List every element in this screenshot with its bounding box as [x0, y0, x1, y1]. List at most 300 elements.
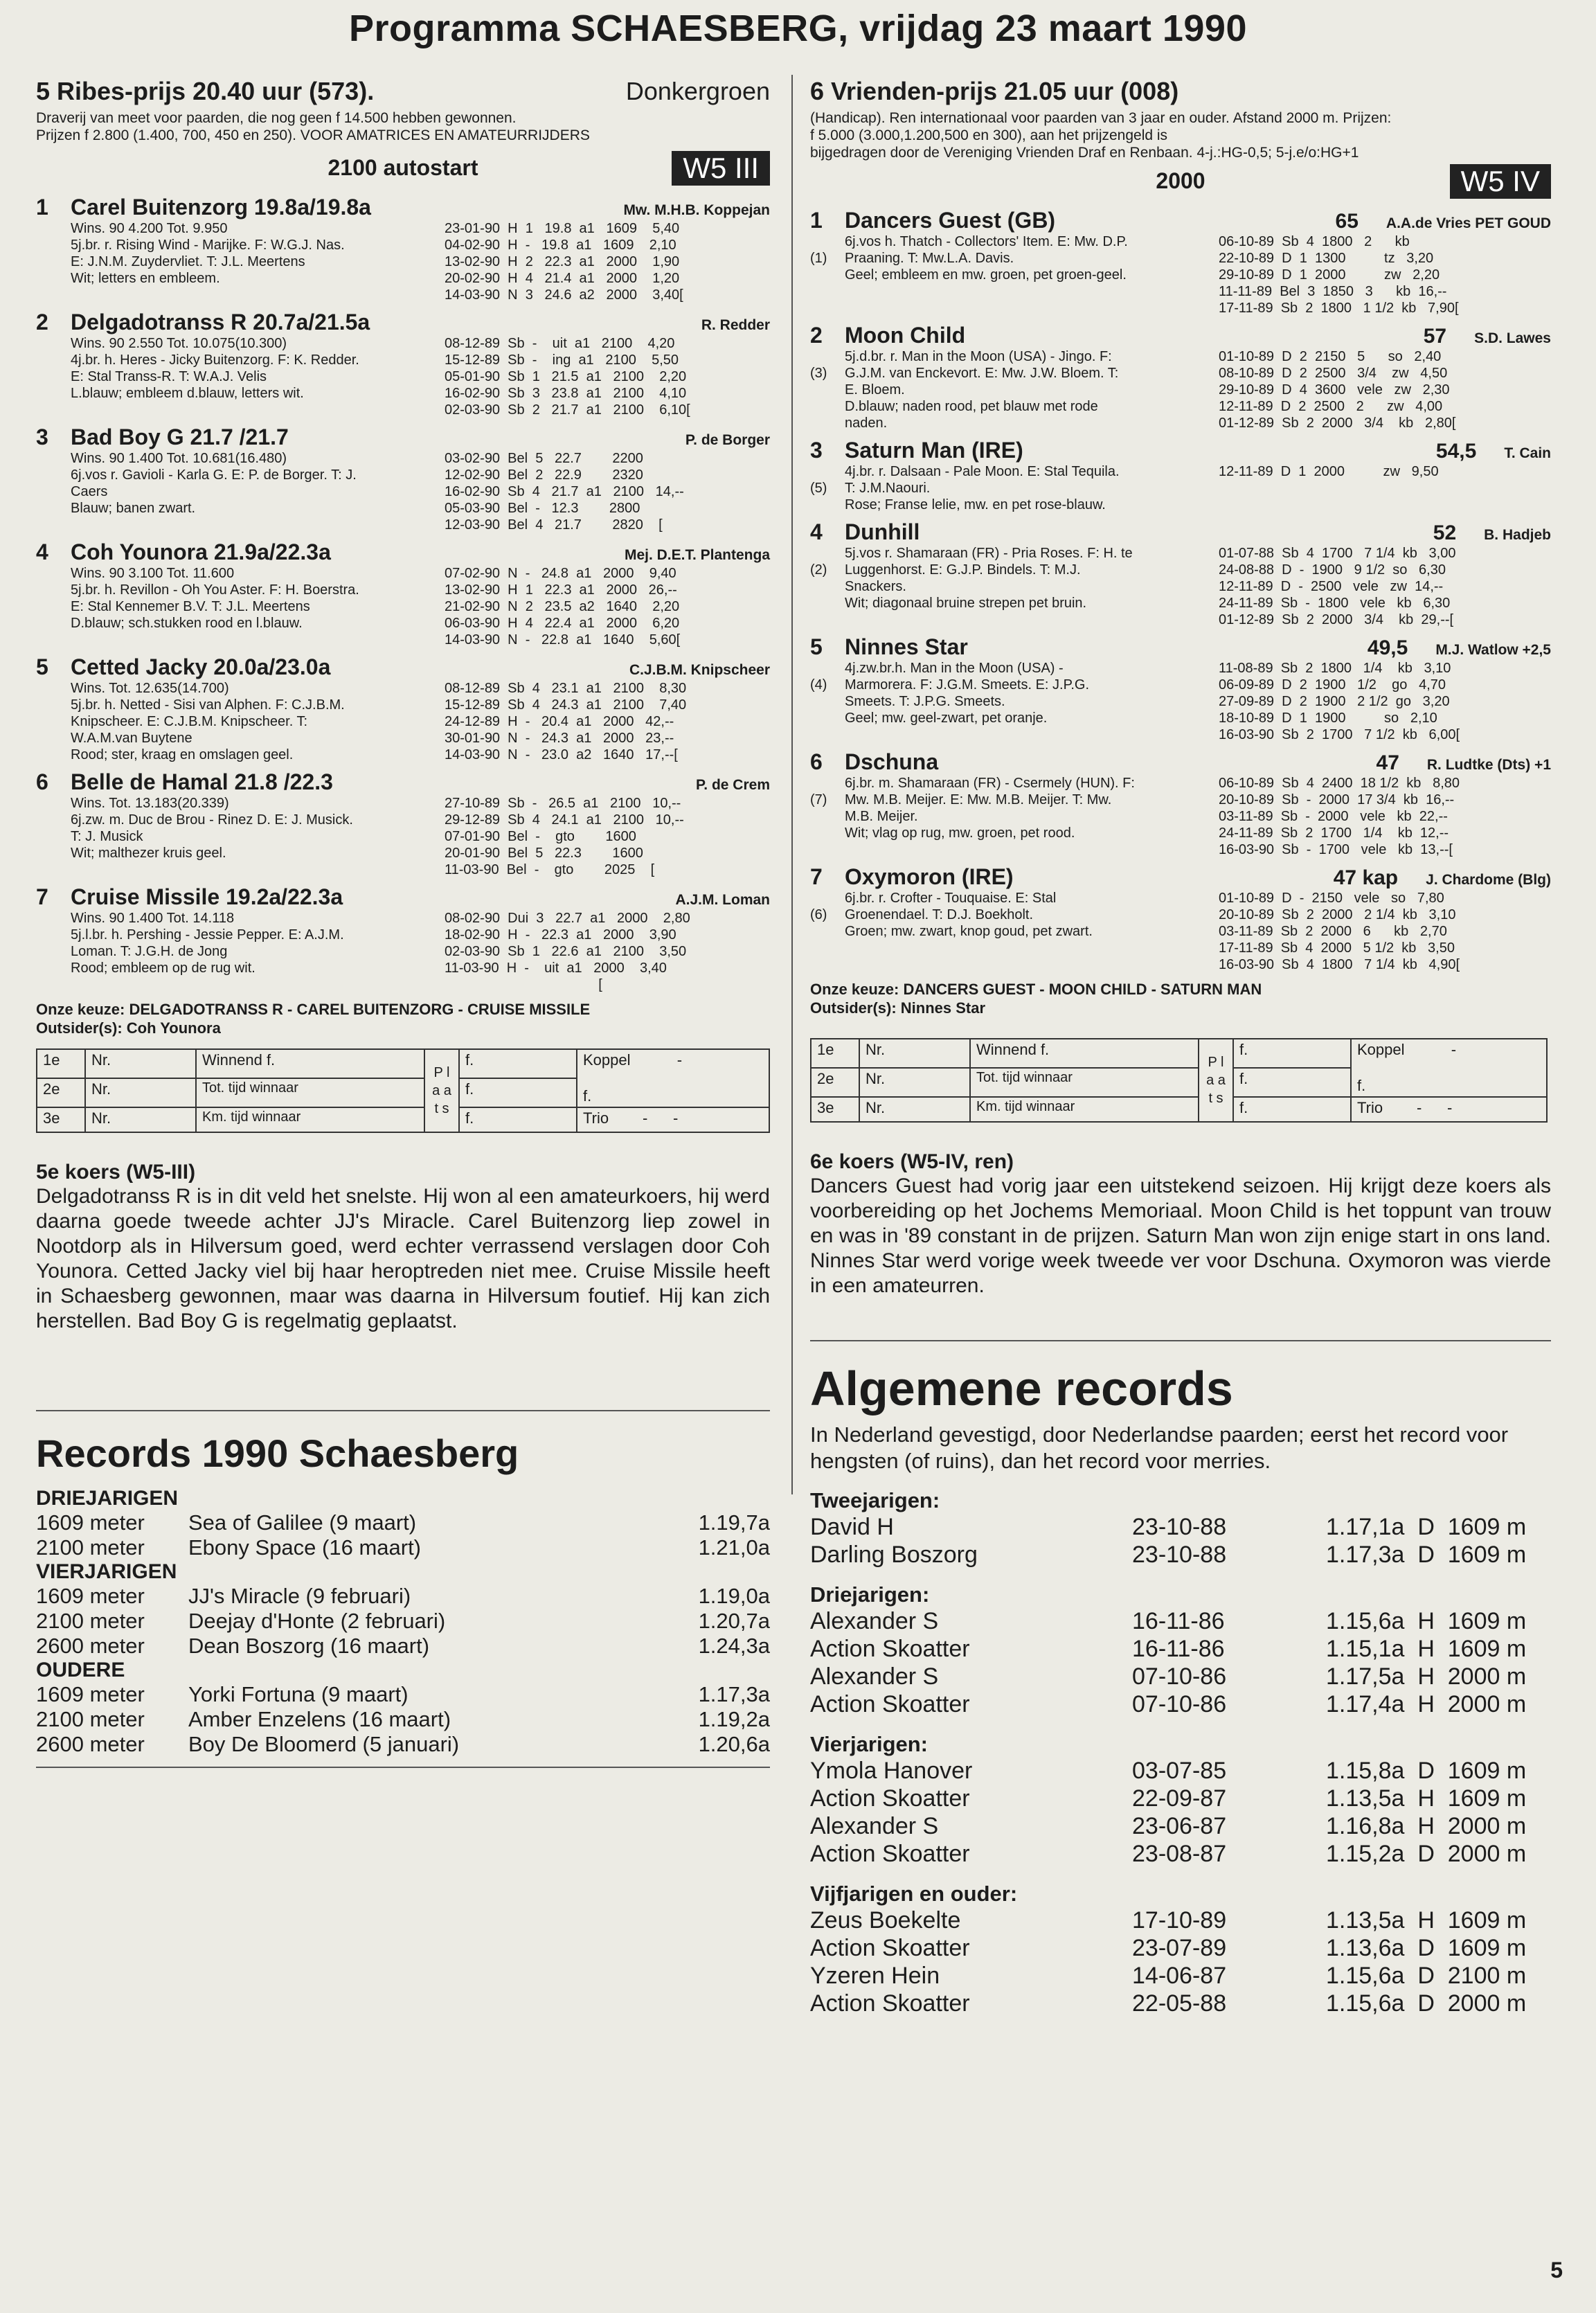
- record-horse: Action Skoatter: [810, 1935, 970, 1961]
- horse-info-line: Wins. 90 1.400 Tot. 14.118: [71, 911, 235, 926]
- horse-info-line: T: J. Musick: [71, 829, 143, 844]
- record-time: 1.15,1a H 1609 m: [1326, 1636, 1527, 1662]
- horse-jockey: J. Chardome (Blg): [1426, 872, 1551, 888]
- horse-results: [445, 335, 770, 418]
- record-date: 23-10-88: [1132, 1542, 1227, 1568]
- result-line: 01-10-89 D - 2150 vele so 7,80: [1219, 891, 1444, 906]
- result-line: 04-02-90 H - 19.8 a1 1609 2,10: [445, 238, 676, 253]
- place-label: 1e: [811, 1039, 859, 1068]
- record-time: 1.15,6a D 2100 m: [1326, 1963, 1527, 1989]
- result-line: 30-01-90 N - 24.3 a1 2000 23,--: [445, 731, 674, 746]
- result-line: 16-02-90 Sb 4 21.7 a1 2100 14,--: [445, 484, 684, 499]
- horse-name: [36, 884, 343, 910]
- horse-name: [36, 769, 333, 795]
- horse-body: [36, 795, 770, 878]
- horse-post: [810, 890, 845, 973]
- post-position: (3): [810, 366, 827, 381]
- horse-results: [1219, 348, 1551, 431]
- divider: [36, 1410, 770, 1411]
- record-holder: Sea of Galilee (9 maart): [188, 1510, 417, 1535]
- horse-info-line: Blauw; banen zwart.: [71, 501, 196, 516]
- record-date: 23-06-87: [1132, 1813, 1227, 1839]
- horse-info-line: 6j.vos r. Gavioli - Karla G. E: P. de Borger. T: J.: [71, 467, 357, 483]
- record-time: 1.19,0a: [698, 1584, 770, 1608]
- place-label: 1e: [37, 1049, 85, 1078]
- result-line: 17-11-89 Sb 2 1800 1 1/2 kb 7,90[: [1219, 301, 1459, 316]
- horse-weight: 47: [1376, 751, 1399, 774]
- result-line: 18-10-89 D 1 1900 so 2,10: [1219, 711, 1437, 726]
- result-line: 08-12-89 Sb - uit a1 2100 4,20: [445, 336, 675, 351]
- record-horse: David H: [810, 1514, 894, 1540]
- horse-info-line: E: Stal Transs-R. T: W.A.J. Velis: [71, 369, 267, 384]
- plaats-label: P l a a t s: [424, 1049, 459, 1132]
- horse-info-line: 6j.zw. m. Duc de Brou - Rinez D. E: J. Musick.: [71, 812, 353, 828]
- horse-number: 5: [810, 634, 823, 659]
- horse-number: 7: [36, 884, 48, 909]
- result-line: 14-03-90 N - 23.0 a2 1640 17,--[: [445, 747, 678, 762]
- record-date: 22-09-87: [1132, 1785, 1227, 1812]
- horse-info-line: Geel; mw. geel-zwart, pet oranje.: [845, 711, 1048, 726]
- horse-entry: [36, 424, 770, 533]
- race-5-color: Donkergroen: [625, 77, 770, 105]
- horse-number: 3: [36, 425, 48, 449]
- record-date: 16-11-86: [1132, 1608, 1225, 1634]
- result-line: 01-07-88 Sb 4 1700 7 1/4 kb 3,00: [1219, 546, 1456, 561]
- record-date: 22-05-88: [1132, 1990, 1227, 2017]
- record-distance: 1609 meter: [36, 1510, 145, 1535]
- horse-entry: [36, 194, 770, 303]
- result-line: 27-09-89 D 2 1900 2 1/2 go 3,20: [1219, 694, 1450, 709]
- race-5-desc-line: Prijzen f 2.800 (1.400, 700, 450 en 250). VOOR AMATRICES EN AMATEURRIJDERS: [36, 127, 590, 143]
- result-line: 24-11-89 Sb 2 1700 1/4 kb 12,--: [1219, 825, 1449, 841]
- horse-name: [36, 309, 370, 335]
- horse-info: [845, 545, 1219, 628]
- horse-info-line: 5j.l.br. h. Pershing - Jessie Pepper. E: A.J.M.: [71, 927, 344, 943]
- winnend-label: Winnend f.: [970, 1039, 1199, 1068]
- horse-entry: [36, 539, 770, 648]
- records-row: [36, 1510, 770, 1535]
- horse-name-text: Dunhill: [845, 519, 920, 544]
- divider: [810, 1340, 1551, 1341]
- record-date: 07-10-86: [1132, 1663, 1227, 1690]
- horse-info: [36, 680, 445, 763]
- horse-jockey: B. Hadjeb: [1484, 527, 1551, 543]
- horse-header: [810, 207, 1551, 233]
- records-list: [36, 1487, 770, 1757]
- general-records-list: [810, 1488, 1551, 2017]
- horse-info-line: Wit; vlag op rug, mw. groen, pet rood.: [845, 825, 1075, 841]
- result-line: 06-10-89 Sb 4 1800 2 kb: [1219, 234, 1410, 249]
- horse-name: [36, 424, 289, 450]
- record-holder: Amber Enzelens (16 maart): [188, 1707, 451, 1731]
- records-row: [36, 1707, 770, 1732]
- horse-post: [810, 775, 845, 858]
- horse-body: [810, 890, 1551, 973]
- result-line: 17-11-89 Sb 4 2000 5 1/2 kb 3,50: [1219, 940, 1455, 956]
- horse-jockey: A.J.M. Loman: [675, 892, 770, 908]
- horse-header: [36, 194, 770, 220]
- f-cell: f.: [1233, 1097, 1351, 1122]
- race-5-horse-list: [36, 194, 770, 993]
- horse-name-text: Oxymoron (IRE): [845, 864, 1014, 889]
- horse-info-line: 5j.vos r. Shamaraan (FR) - Pria Roses. F: H. te: [845, 546, 1133, 561]
- horse-body: [810, 463, 1551, 513]
- horse-header: [810, 322, 1551, 348]
- result-line: 16-03-90 Sb 2 1700 7 1/2 kb 6,00[: [1219, 727, 1460, 742]
- record-holder: Dean Boszorg (16 maart): [188, 1634, 430, 1658]
- horse-jockey: S.D. Lawes: [1474, 330, 1551, 346]
- outsiders: Outsider(s): Ninnes Star: [810, 999, 986, 1017]
- nr-label: Nr.: [859, 1068, 970, 1097]
- general-records-row: [810, 1906, 1551, 1934]
- record-holder: JJ's Miracle (9 februari): [188, 1584, 411, 1608]
- result-line: 05-03-90 Bel - 12.3 2800: [445, 501, 640, 516]
- horse-jockey: P. de Borger: [685, 432, 770, 448]
- horse-results: [1219, 775, 1551, 858]
- general-records-row: [810, 1962, 1551, 1990]
- tot-tijd-label: Tot. tijd winnaar: [970, 1068, 1199, 1097]
- horse-jockey: T. Cain: [1504, 445, 1551, 461]
- record-time: 1.13,5a H 1609 m: [1326, 1907, 1527, 1934]
- horse-info-line: Wins. 90 2.550 Tot. 10.075(10.300): [71, 336, 287, 351]
- horse-info-line: Caers: [71, 484, 108, 499]
- record-horse: Yzeren Hein: [810, 1963, 940, 1989]
- horse-number: 1: [36, 195, 48, 220]
- horse-info-line: 5j.br. r. Rising Wind - Marijke. F: W.G.J. Nas.: [71, 238, 345, 253]
- horse-entry: [36, 884, 770, 993]
- horse-number: 3: [810, 438, 823, 463]
- horse-info-line: Luggenhorst. E: G.J.P. Bindels. T: M.J.: [845, 562, 1081, 578]
- horse-post: [810, 660, 845, 743]
- horse-info-line: W.A.M.van Buytene: [71, 731, 192, 746]
- record-time: 1.13,5a H 1609 m: [1326, 1785, 1527, 1812]
- nr-label: Nr.: [85, 1049, 196, 1078]
- result-line: 20-01-90 Bel 5 22.3 1600: [445, 846, 643, 861]
- record-time: 1.15,8a D 1609 m: [1326, 1758, 1527, 1784]
- place-label: 2e: [37, 1078, 85, 1107]
- horse-results: [445, 565, 770, 648]
- record-horse: Action Skoatter: [810, 1990, 970, 2017]
- record-date: 17-10-89: [1132, 1907, 1227, 1934]
- horse-info-line: Geel; embleem en mw. groen, pet groen-geel.: [845, 267, 1127, 283]
- result-line: 07-02-90 N - 24.8 a1 2000 9,40: [445, 566, 676, 581]
- general-records-row: [810, 1635, 1551, 1663]
- record-time: 1.19,7a: [698, 1510, 770, 1535]
- divider: [36, 1767, 770, 1768]
- horse-name: [810, 749, 938, 775]
- record-distance: 2600 meter: [36, 1634, 145, 1658]
- horse-info-line: Wins. Tot. 12.635(14.700): [71, 681, 229, 696]
- horse-jockey: A.A.de Vries PET GOUD: [1386, 215, 1551, 231]
- comment-6-title: 6e koers (W5-IV, ren): [810, 1150, 1014, 1173]
- result-line: 14-03-90 N - 22.8 a1 1640 5,60[: [445, 632, 681, 648]
- horse-info-line: Wit; malthezer kruis geel.: [71, 846, 226, 861]
- horse-name: [810, 634, 968, 660]
- horse-info: [845, 233, 1219, 316]
- horse-info-line: L.blauw; embleem d.blauw, letters wit.: [71, 386, 304, 401]
- result-line: 02-03-90 Sb 2 21.7 a1 2100 6,10[: [445, 402, 690, 418]
- horse-number: 7: [810, 864, 823, 889]
- horse-entry: [810, 322, 1551, 431]
- record-date: 03-07-85: [1132, 1758, 1227, 1784]
- record-horse: Action Skoatter: [810, 1691, 970, 1717]
- horse-weight: 57: [1423, 325, 1447, 348]
- race-5-keuze: [36, 1000, 770, 1037]
- horse-results: [1219, 233, 1551, 316]
- result-line: 29-10-89 D 1 2000 zw 2,20: [1219, 267, 1440, 283]
- f-cell: f.: [459, 1078, 577, 1107]
- horse-header: [36, 424, 770, 450]
- horse-number: 4: [810, 519, 823, 544]
- general-records-row: [810, 1990, 1551, 2017]
- race-6-distance-row: [810, 161, 1551, 202]
- horse-body: [36, 910, 770, 993]
- outsiders: Outsider(s): Coh Younora: [36, 1019, 221, 1037]
- general-records-category: Vijfjarigen en ouder:: [810, 1882, 1018, 1906]
- result-line: 12-02-90 Bel 2 22.9 2320: [445, 467, 643, 483]
- horse-info-line: Mw. M.B. Meijer. E: Mw. M.B. Meijer. T: Mw.: [845, 792, 1112, 807]
- koppel-cell: Koppel - f.: [577, 1049, 769, 1107]
- horse-info: [36, 565, 445, 648]
- horse-info: [36, 335, 445, 418]
- record-time: 1.24,3a: [698, 1634, 770, 1658]
- record-date: 23-07-89: [1132, 1935, 1227, 1961]
- horse-info: [36, 795, 445, 878]
- right-column: [810, 76, 1551, 2017]
- horse-info-line: E: Stal Kennemer B.V. T: J.L. Meertens: [71, 599, 310, 614]
- race-5-description: [36, 109, 770, 144]
- record-time: 1.19,2a: [698, 1707, 770, 1731]
- horse-info-line: Rood; embleem op de rug wit.: [71, 961, 255, 976]
- plaats-label: P l a a t s: [1199, 1039, 1233, 1122]
- horse-info: [36, 910, 445, 993]
- horse-info-line: Rose; Franse lelie, mw. en pet rose-blauw.: [845, 497, 1106, 512]
- result-line: 16-02-90 Sb 3 23.8 a1 2100 4,10: [445, 386, 687, 401]
- page-title: Programma SCHAESBERG, vrijdag 23 maart 1990: [348, 8, 1247, 49]
- record-time: 1.15,6a H 1609 m: [1326, 1608, 1527, 1634]
- horse-body: [810, 348, 1551, 431]
- horse-info-line: Snackers.: [845, 579, 906, 594]
- nr-label: Nr.: [85, 1078, 196, 1107]
- result-line: 15-12-89 Sb - ing a1 2100 5,50: [445, 352, 679, 368]
- general-records-category: Tweejarigen:: [810, 1488, 940, 1512]
- result-line: 24-08-88 D - 1900 9 1/2 so 6,30: [1219, 562, 1446, 578]
- horse-results: [1219, 660, 1551, 743]
- result-line: 21-02-90 N 2 23.5 a2 1640 2,20: [445, 599, 680, 614]
- horse-name: [810, 437, 1023, 463]
- result-line: 06-03-90 H 4 22.4 a1 2000 6,20: [445, 616, 680, 631]
- horse-header: [810, 864, 1551, 890]
- horse-info-line: E: J.N.M. Zuydervliet. T: J.L. Meertens: [71, 254, 305, 269]
- f-cell: f.: [1233, 1039, 1351, 1068]
- koppel-cell: Koppel - f.: [1351, 1039, 1547, 1097]
- result-line: [: [445, 977, 602, 992]
- horse-info-line: 5j.d.br. r. Man in the Moon (USA) - Jingo. F:: [845, 349, 1112, 364]
- nr-label: Nr.: [85, 1107, 196, 1132]
- record-distance: 2100 meter: [36, 1707, 145, 1731]
- horse-jockey: P. de Crem: [696, 777, 770, 793]
- place-label: 3e: [811, 1097, 859, 1122]
- record-date: 14-06-87: [1132, 1963, 1227, 1989]
- record-date: 07-10-86: [1132, 1691, 1227, 1717]
- record-holder: Ebony Space (16 maart): [188, 1535, 422, 1560]
- horse-info-line: 5j.br. h. Netted - Sisi van Alphen. F: C.J.B.M.: [71, 697, 345, 713]
- horse-results: [445, 910, 770, 993]
- horse-info-line: Wins. 90 1.400 Tot. 10.681(16.480): [71, 451, 287, 466]
- horse-info-line: 6j.br. m. Shamaraan (FR) - Csermely (HUN). F:: [845, 776, 1135, 791]
- horse-header: [810, 519, 1551, 545]
- f-cell: f.: [459, 1107, 577, 1132]
- general-records-row: [810, 1607, 1551, 1635]
- result-line: 12-11-89 D - 2500 vele zw 14,--: [1219, 579, 1444, 594]
- horse-number: 2: [810, 323, 823, 348]
- km-tijd-label: Km. tijd winnaar: [970, 1097, 1199, 1122]
- result-table-5: [36, 1048, 770, 1133]
- horse-name-text: Delgadotranss R 20.7a/21.5a: [71, 310, 370, 334]
- records-category: VIERJARIGEN: [36, 1560, 177, 1583]
- records-category: OUDERE: [36, 1659, 125, 1681]
- race-6-desc-line: (Handicap). Ren internationaal voor paarden van 3 jaar en ouder. Afstand 2000 m. Prijzen:: [810, 110, 1392, 126]
- horse-info-line: Praaning. T: Mw.L.A. Davis.: [845, 251, 1014, 266]
- general-records-row: [810, 1541, 1551, 1569]
- horse-info-line: Knipscheer. E: C.J.B.M. Knipscheer. T:: [71, 714, 308, 729]
- horse-name-text: Dschuna: [845, 749, 939, 774]
- records-category: DRIEJARIGEN: [36, 1487, 179, 1510]
- record-time: 1.13,6a D 1609 m: [1326, 1935, 1527, 1961]
- result-line: 02-03-90 Sb 1 22.6 a1 2100 3,50: [445, 944, 687, 959]
- result-line: 12-11-89 D 2 2500 2 zw 4,00: [1219, 399, 1443, 414]
- record-time: 1.20,7a: [698, 1609, 770, 1633]
- horse-info: [845, 348, 1219, 431]
- horse-info-line: Groenendael. T: D.J. Boekholt.: [845, 907, 1034, 922]
- horse-post: [810, 348, 845, 431]
- result-line: 06-09-89 D 2 1900 1/2 go 4,70: [1219, 677, 1446, 693]
- horse-body: [810, 545, 1551, 628]
- record-holder: Yorki Fortuna (9 maart): [188, 1682, 409, 1706]
- record-time: 1.15,6a D 2000 m: [1326, 1990, 1527, 2017]
- horse-name: [810, 519, 920, 545]
- record-horse: Action Skoatter: [810, 1841, 970, 1867]
- race-6-horse-list: [810, 207, 1551, 973]
- horse-info-line: T: J.M.Naouri.: [845, 481, 931, 496]
- horse-info: [845, 775, 1219, 858]
- result-line: 08-02-90 Dui 3 22.7 a1 2000 2,80: [445, 911, 690, 926]
- horse-entry: [810, 519, 1551, 628]
- race-6-description: [810, 109, 1551, 161]
- race-5-header: [36, 76, 770, 107]
- result-table-6: [810, 1038, 1548, 1123]
- left-column: [36, 76, 770, 1787]
- nr-label: Nr.: [859, 1039, 970, 1068]
- horse-info-line: M.B. Meijer.: [845, 809, 918, 824]
- records-title: Records 1990 Schaesberg: [36, 1431, 519, 1475]
- record-holder: Boy De Bloomerd (5 januari): [188, 1732, 460, 1756]
- race-5-distance-row: [36, 148, 770, 188]
- result-line: 08-10-89 D 2 2500 3/4 zw 4,50: [1219, 366, 1448, 381]
- horse-results: [445, 220, 770, 303]
- post-position: (4): [810, 677, 827, 693]
- horse-header: [810, 437, 1551, 463]
- race-6-keuze: [810, 980, 1551, 1017]
- record-distance: 2600 meter: [36, 1732, 145, 1756]
- general-records-category: Driejarigen:: [810, 1582, 930, 1607]
- race-5-desc-line: Draverij van meet voor paarden, die nog geen f 14.500 hebben gewonnen.: [36, 110, 517, 126]
- result-line: 24-11-89 Sb - 1800 vele kb 6,30: [1219, 596, 1451, 611]
- horse-info-line: Groen; mw. zwart, knop goud, pet zwart.: [845, 924, 1093, 939]
- result-line: 29-12-89 Sb 4 24.1 a1 2100 10,--: [445, 812, 684, 828]
- general-records-row: [810, 1934, 1551, 1962]
- trio-cell: Trio - -: [577, 1107, 769, 1132]
- horse-info-line: 4j.br. r. Dalsaan - Pale Moon. E: Stal Tequila.: [845, 464, 1120, 479]
- post-position: (2): [810, 562, 827, 578]
- result-line: 20-10-89 Sb - 2000 17 3/4 kb 16,--: [1219, 792, 1455, 807]
- horse-results: [1219, 545, 1551, 628]
- result-line: 13-02-90 H 1 22.3 a1 2000 26,--: [445, 582, 677, 598]
- horse-post: [810, 233, 845, 316]
- horse-name-text: Ninnes Star: [845, 634, 968, 659]
- race-5-heading: 5 Ribes-prijs 20.40 uur (573).: [36, 77, 375, 105]
- horse-name-text: Cruise Missile 19.2a/22.3a: [71, 884, 343, 909]
- result-line: 01-12-89 Sb 2 2000 3/4 kb 2,80[: [1219, 416, 1456, 431]
- horse-info-line: Wins. 90 4.200 Tot. 9.950: [71, 221, 228, 236]
- horse-entry: [810, 749, 1551, 858]
- horse-info: [36, 450, 445, 533]
- horse-info-line: Wins. 90 3.100 Tot. 11.600: [71, 566, 235, 581]
- result-line: 12-11-89 D 1 2000 zw 9,50: [1219, 464, 1439, 479]
- result-line: 08-12-89 Sb 4 23.1 a1 2100 8,30: [445, 681, 687, 696]
- race-6-heading: 6 Vrienden-prijs 21.05 uur (008): [810, 77, 1179, 105]
- column-divider: [791, 75, 793, 1494]
- horse-name-text: Moon Child: [845, 323, 966, 348]
- records-row: [36, 1535, 770, 1560]
- race-6-distance: 2000: [1156, 168, 1205, 193]
- records-row: [36, 1634, 770, 1659]
- record-holder: Deejay d'Honte (2 februari): [188, 1609, 446, 1633]
- horse-weight: 47 kap: [1333, 866, 1399, 889]
- result-line: 16-03-90 Sb 4 1800 7 1/4 kb 4,90[: [1219, 957, 1460, 972]
- horse-info-line: 5j.br. h. Revillon - Oh You Aster. F: H. Boerstra.: [71, 582, 359, 598]
- record-date: 16-11-86: [1132, 1636, 1225, 1662]
- records-row: [36, 1609, 770, 1634]
- horse-body: [810, 660, 1551, 743]
- record-horse: Alexander S: [810, 1663, 939, 1690]
- tot-tijd-label: Tot. tijd winnaar: [196, 1078, 424, 1107]
- result-line: 11-03-90 H - uit a1 2000 3,40: [445, 961, 667, 976]
- result-line: 16-03-90 Sb - 1700 vele kb 13,--[: [1219, 842, 1453, 857]
- horse-name-text: Dancers Guest (GB): [845, 208, 1056, 233]
- result-line: 01-12-89 Sb 2 2000 3/4 kb 29,--[: [1219, 612, 1454, 627]
- race-6-badge: W5 IV: [1450, 164, 1551, 199]
- horse-name-text: Coh Younora 21.9a/22.3a: [71, 539, 331, 564]
- comment-5-title: 5e koers (W5-III): [36, 1161, 196, 1184]
- horse-jockey: Mej. D.E.T. Plantenga: [624, 547, 770, 563]
- horse-name-text: Belle de Hamal 21.8 /22.3: [71, 769, 333, 794]
- record-time: 1.17,5a H 2000 m: [1326, 1663, 1527, 1690]
- horse-info: [36, 220, 445, 303]
- horse-info-line: D.blauw; sch.stukken rood en l.blauw.: [71, 616, 303, 631]
- place-label: 3e: [37, 1107, 85, 1132]
- horse-info-line: Rood; ster, kraag en omslagen geel.: [71, 747, 294, 762]
- record-time: 1.20,6a: [698, 1732, 770, 1756]
- horse-info-line: Wit; diagonaal bruine strepen pet bruin.: [845, 596, 1087, 611]
- record-date: 23-10-88: [1132, 1514, 1227, 1540]
- general-records-row: [810, 1513, 1551, 1541]
- horse-header: [36, 654, 770, 680]
- horse-results: [445, 795, 770, 878]
- general-records-row: [810, 1757, 1551, 1785]
- horse-number: 1: [810, 208, 823, 233]
- result-line: 03-11-89 Sb - 2000 vele kb 22,--: [1219, 809, 1448, 824]
